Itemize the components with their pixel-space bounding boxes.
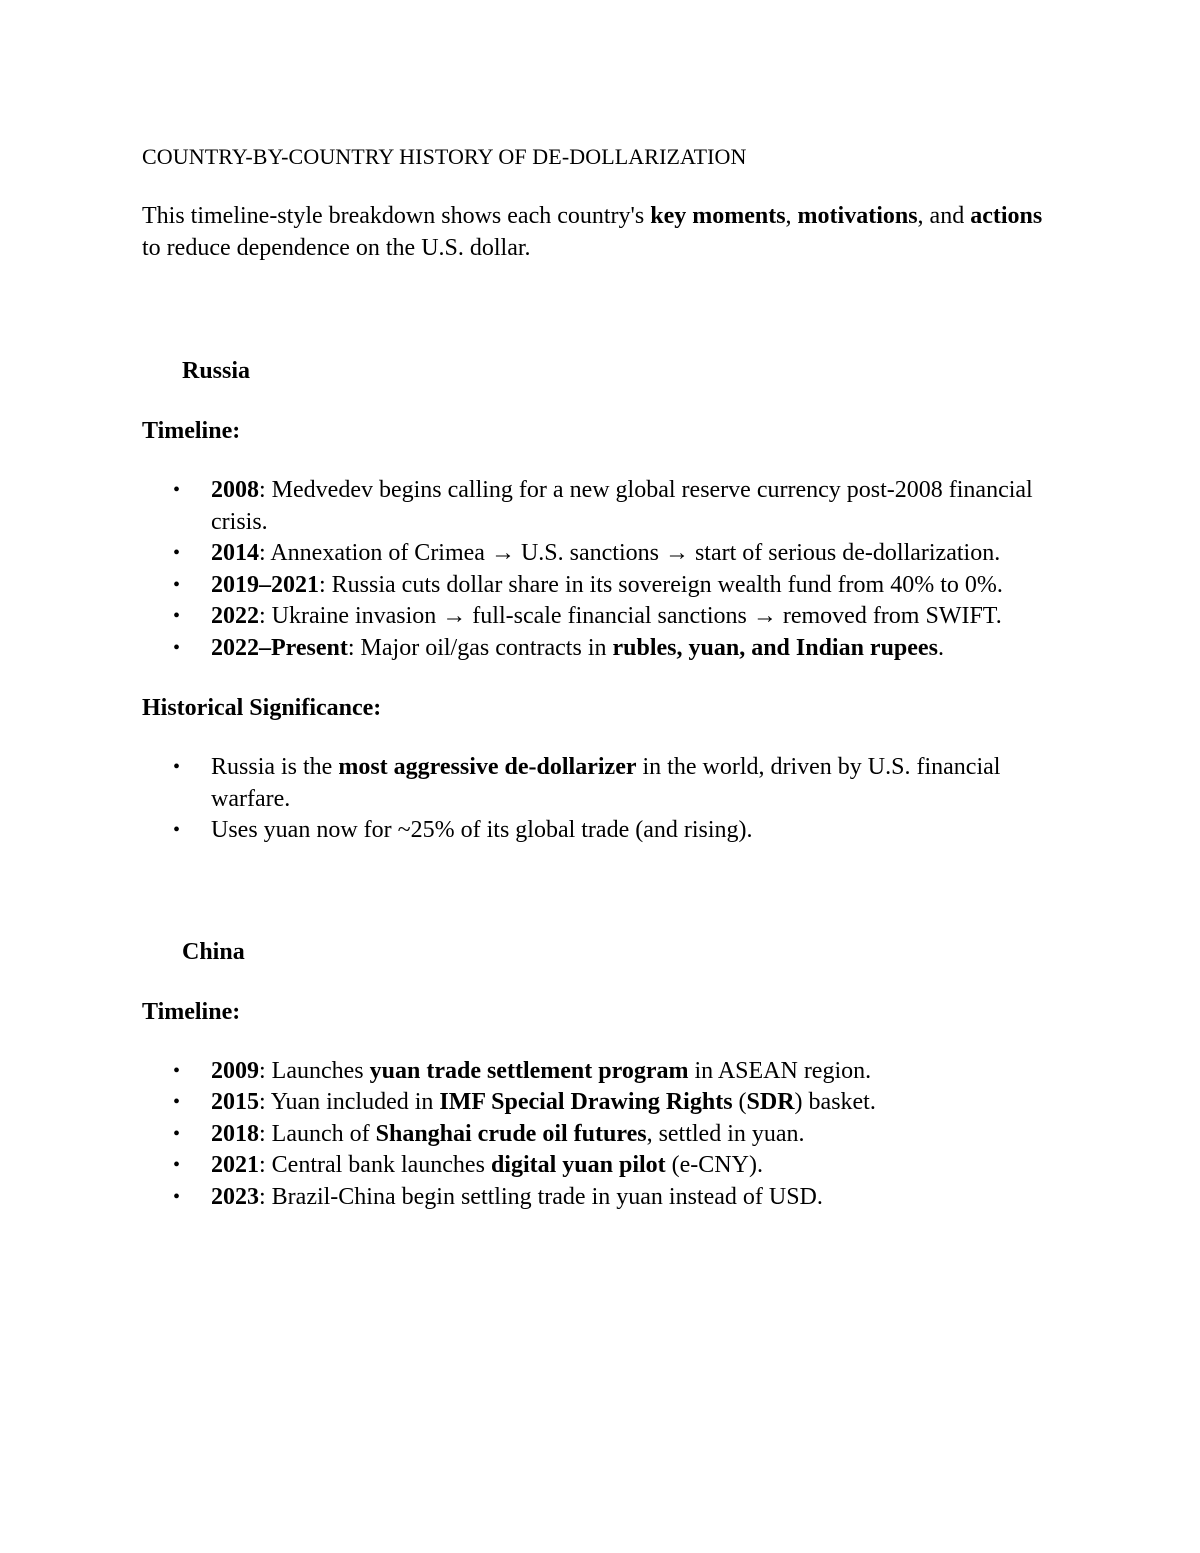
timeline-text-post: , settled in yuan. (646, 1120, 805, 1147)
timeline-text: : Ukraine invasion → full-scale financial sanctions → removed from SWIFT. (259, 603, 1002, 629)
bullet-icon: • (173, 573, 181, 596)
russia-significance-label: Historical Significance: (142, 695, 382, 721)
timeline-year: 2021 (211, 1152, 259, 1178)
russia-timeline-label: Timeline: (142, 418, 241, 444)
list-item (142, 1056, 1062, 1088)
list-item (142, 1119, 1062, 1151)
timeline-bold-text: rubles, yuan, and Indian rupees (612, 634, 938, 661)
china-timeline-label: Timeline: (142, 998, 241, 1025)
timeline-text: : Medvedev begins calling for a new global reserve currency post-2008 financial crisis. (211, 477, 1033, 535)
timeline-text: : Launches (259, 1057, 370, 1084)
russia-heading: Russia (182, 358, 251, 384)
timeline-year: 2008 (211, 477, 259, 503)
timeline-bold-text: digital yuan pilot (490, 1152, 666, 1178)
bullet-icon: • (173, 819, 181, 841)
significance-bold-text: most aggressive de-dollarizer (338, 754, 637, 780)
list-item (142, 1150, 1062, 1182)
timeline-text-post: in ASEAN region. (688, 1057, 872, 1084)
intro-bold-actions: actions (970, 203, 1043, 229)
list-item (142, 538, 1062, 570)
bullet-icon: • (173, 1091, 181, 1113)
intro-paragraph (142, 200, 1062, 264)
list-item (142, 601, 1062, 633)
significance-text-post: in the world, driven by U.S. financial warfare. (211, 754, 1001, 812)
document-page (142, 140, 1062, 1213)
intro-bold-motivations: motivations (797, 203, 918, 229)
list-item (142, 1087, 1062, 1119)
timeline-year: 2022 (211, 603, 259, 629)
bullet-icon: • (173, 1154, 181, 1176)
bullet-icon: • (173, 756, 181, 778)
timeline-text: : Brazil-China begin settling trade in yuan instead of USD. (259, 1183, 823, 1210)
timeline-text: : Launch of (259, 1120, 376, 1147)
russia-significance-list (142, 752, 1062, 847)
timeline-text: : Major oil/gas contracts in (347, 634, 613, 661)
china-heading: China (182, 938, 245, 965)
list-item (142, 570, 1062, 602)
significance-text: Russia is the (211, 754, 339, 780)
timeline-text: : Yuan included in (259, 1089, 440, 1115)
bullet-icon: • (173, 542, 181, 564)
list-item (142, 752, 1062, 815)
intro-text-4: to reduce dependence on the U.S. dollar. (142, 235, 531, 261)
intro-text-2: , (785, 203, 798, 229)
document-title: COUNTRY-BY-COUNTRY HISTORY OF DE-DOLLARIZATION (142, 144, 747, 169)
intro-bold-key-moments: key moments (650, 203, 786, 229)
russia-timeline-list (142, 475, 1062, 664)
bullet-icon: • (173, 1185, 181, 1208)
list-item (142, 815, 1062, 847)
bullet-icon: • (173, 605, 181, 627)
timeline-text: : Russia cuts dollar share in its sovereign wealth fund from 40% to 0%. (319, 571, 1003, 598)
timeline-bold-text: Shanghai crude oil futures (375, 1120, 647, 1147)
intro-text-3: , and (917, 203, 971, 229)
significance-text: Uses yuan now for ~25% of its global trade (and rising). (211, 817, 753, 843)
timeline-text-post: ) basket. (794, 1089, 876, 1115)
timeline-year: 2009 (211, 1057, 259, 1084)
timeline-text-post: (e-CNY). (665, 1152, 763, 1178)
bullet-icon: • (173, 636, 181, 659)
timeline-year: 2022–Present (211, 634, 348, 661)
timeline-year: 2019–2021 (211, 571, 319, 598)
china-timeline-list (142, 1056, 1062, 1214)
timeline-bold-text: yuan trade settlement program (369, 1057, 689, 1084)
timeline-year: 2015 (211, 1089, 259, 1115)
timeline-text: : Central bank launches (259, 1152, 491, 1178)
timeline-year: 2023 (211, 1183, 259, 1210)
list-item (142, 475, 1062, 538)
timeline-year: 2014 (211, 540, 259, 566)
timeline-year: 2018 (211, 1120, 259, 1147)
intro-text-1: This timeline-style breakdown shows each country's (142, 203, 651, 229)
list-item (142, 1182, 1062, 1214)
timeline-bold-text-2: SDR (746, 1089, 795, 1115)
list-item (142, 633, 1062, 665)
bullet-icon: • (173, 479, 181, 501)
timeline-text: : Annexation of Crimea → U.S. sanctions → start of serious de-dollarization. (259, 540, 1001, 566)
bullet-icon: • (173, 1122, 181, 1145)
timeline-bold-text: IMF Special Drawing Rights (439, 1089, 733, 1115)
timeline-text-mid: ( (732, 1089, 747, 1115)
bullet-icon: • (173, 1059, 181, 1082)
timeline-tail: . (937, 634, 944, 661)
